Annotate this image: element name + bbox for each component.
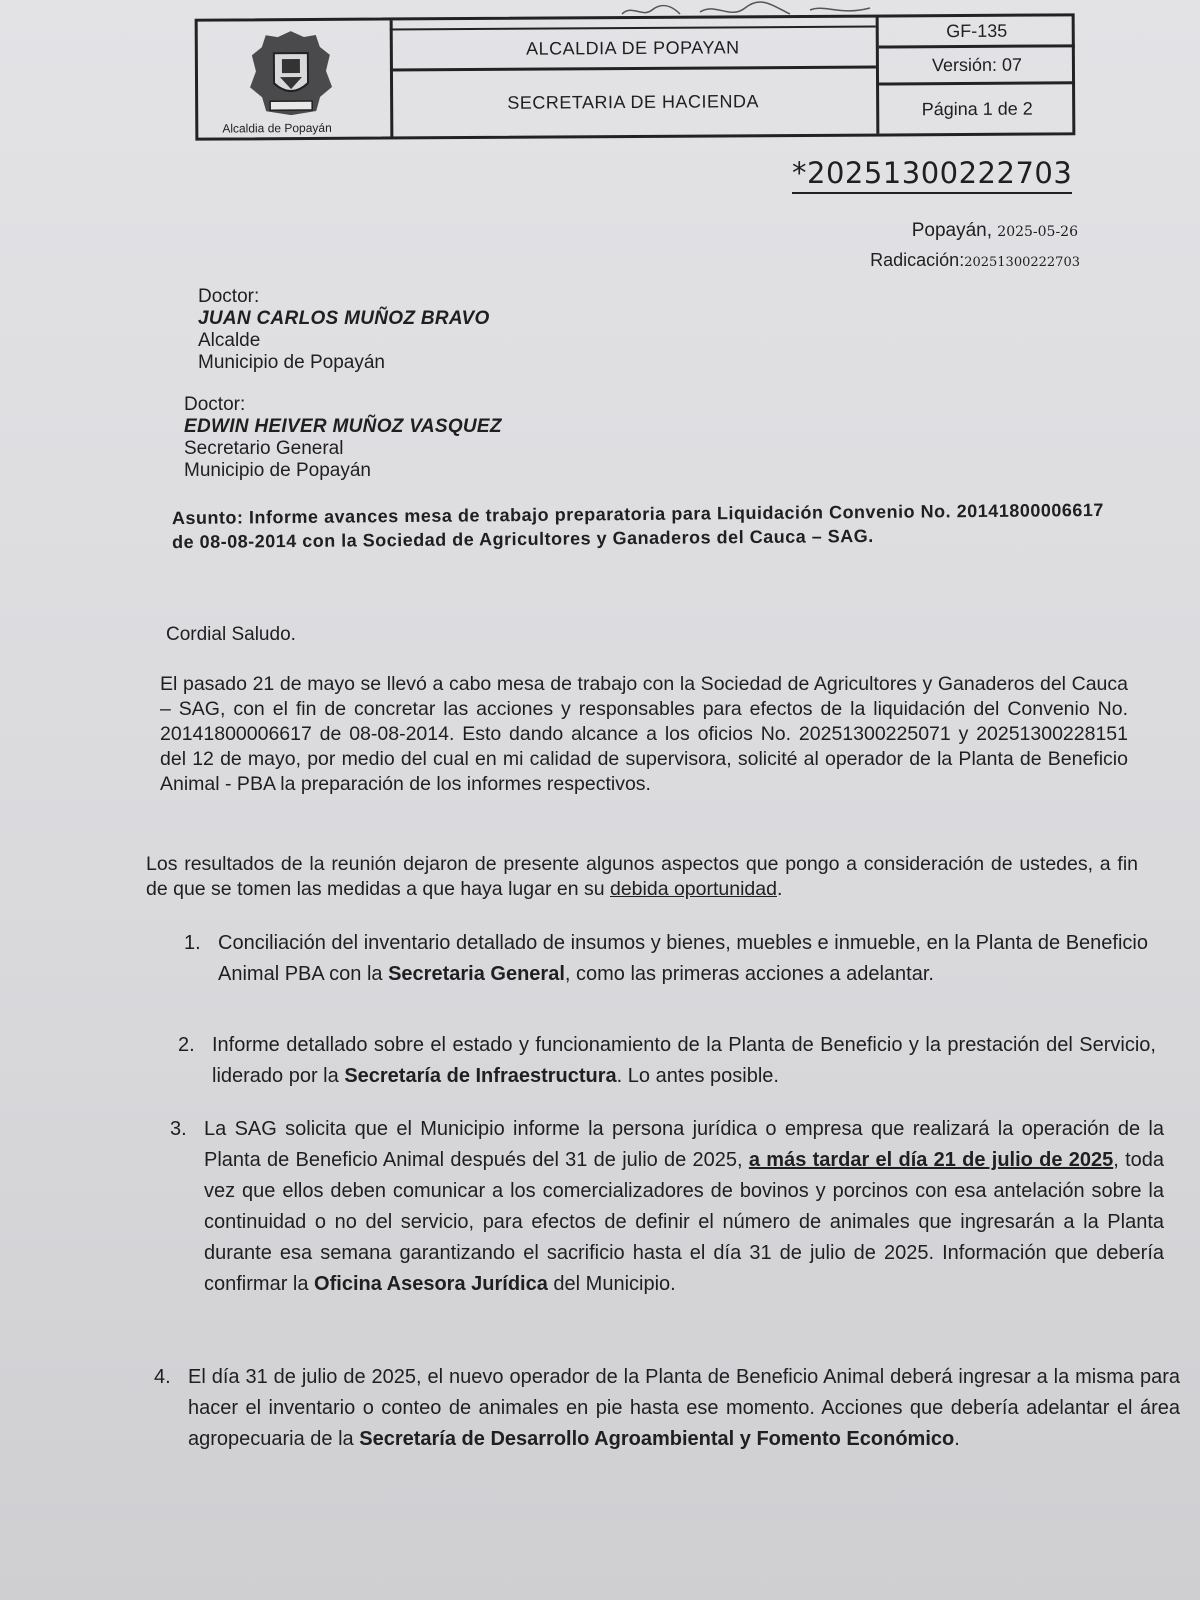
place: Popayán, xyxy=(911,220,992,241)
item-text: Conciliación del inventario detallado de insumos y bienes, muebles e inmueble, en la Planta de Beneficio Animal PBA con la xyxy=(218,932,1148,985)
item-text: La SAG solicita que el Municipio informe la persona jurídica o empresa que realizará la operación de la Planta de Beneficio Animal después del 31 de julio de 2025, xyxy=(204,1118,1164,1171)
recipient-title: Doctor: xyxy=(198,286,260,307)
item-text: , como las primeras acciones a adelantar. xyxy=(564,963,934,985)
list-number: 4. xyxy=(154,1366,171,1388)
document-code: GF-135 xyxy=(879,16,1075,48)
recipient-role: Secretario General xyxy=(184,438,344,459)
org-name: ALCALDIA DE POPAYAN xyxy=(390,26,876,72)
date: 2025-05-26 xyxy=(997,224,1078,240)
radicado-number: *20251300222703 xyxy=(792,156,1072,194)
document-control-cell xyxy=(876,16,1076,133)
recipient-entity: Municipio de Popayán xyxy=(198,352,385,373)
list-number: 2. xyxy=(178,1034,195,1056)
body-paragraph: El pasado 21 de mayo se llevó a cabo mesa de trabajo con la Sociedad de Agricultores y Ganaderos del Cauca – SAG, con el fin de concretar las acciones y responsables para efectos de la liquidación del Convenio No. 20141800006617 de 08-08-2014. Esto dando alcance a los oficios No. 20251300225071 y 20251300228151 del 12 de mayo, por medio del cual en mi calidad de supervisora, solicité al operador de la Planta de Beneficio Animal - PBA la preparación de los informes respectivos. xyxy=(160,673,1128,795)
place-date xyxy=(912,220,1078,242)
item-text: Informe detallado sobre el estado y funcionamiento de la Planta de Beneficio y la prestación del Servicio, liderado por la xyxy=(212,1034,1156,1087)
item-bold: Secretaría de Desarrollo Agroambiental y Fomento Económico xyxy=(359,1428,955,1450)
item-text: El día 31 de julio de 2025, el nuevo operador de la Planta de Beneficio Animal deberá ingresar a la misma para hacer el inventario o conteo de animales en pie hasta ese momento. Acciones que debería adelantar el área agropecuaria de la xyxy=(188,1366,1180,1450)
list-number: 3. xyxy=(170,1118,187,1140)
underlined-phrase: debida oportunidad xyxy=(609,878,777,900)
body-paragraph xyxy=(146,852,1138,902)
item-bold: Oficina Asesora Jurídica xyxy=(314,1273,548,1295)
item-text: del Municipio. xyxy=(553,1273,676,1295)
paragraph-text: Los resultados de la reunión dejaron de presente algunos aspectos que pongo a consideración de ustedes, a fin de que se tomen las medidas a que haya lugar en su xyxy=(146,853,1138,900)
document-version: Versión: 07 xyxy=(879,47,1075,85)
letterhead-table xyxy=(195,13,1076,140)
list-item xyxy=(178,1030,1156,1092)
item-bold: Secretaria General xyxy=(388,963,565,985)
recipient-name: EDWIN HEIVER MUÑOZ VASQUEZ xyxy=(184,416,502,437)
logo-caption: Alcaldia de Popayán xyxy=(222,120,332,136)
logo-cell xyxy=(198,20,394,137)
list-item xyxy=(154,1362,1180,1455)
list-item xyxy=(170,1114,1165,1300)
recipient-title: Doctor: xyxy=(184,394,246,415)
item-underlined: a más tardar el día 21 de julio de 2025 xyxy=(748,1149,1114,1171)
item-text: . xyxy=(954,1428,960,1450)
department-name: SECRETARIA DE HACIENDA xyxy=(507,91,760,113)
recipient-block xyxy=(198,286,490,374)
radicacion-label: Radicación: xyxy=(870,250,965,270)
greeting: Cordial Saludo. xyxy=(166,624,296,645)
list-number: 1. xyxy=(184,932,201,954)
item-bold: Secretaría de Infraestructura xyxy=(344,1065,617,1087)
page-indicator: Página 1 de 2 xyxy=(921,98,1033,120)
recipient-role: Alcalde xyxy=(198,330,261,351)
subject-line: Asunto: Informe avances mesa de trabajo preparatoria para Liquidación Convenio No. 20141800006617 de 08-08-2014 con la Sociedad de Agricultores y Ganaderos del Cauca – SAG. xyxy=(171,499,1104,553)
radicacion-value: 20251300222703 xyxy=(964,255,1080,270)
item-text: . Lo antes posible. xyxy=(616,1065,779,1087)
recipient-block xyxy=(184,394,502,482)
recipient-name: JUAN CARLOS MUÑOZ BRAVO xyxy=(198,308,490,329)
list-item xyxy=(184,928,1148,990)
radicacion xyxy=(870,250,1080,271)
recipient-entity: Municipio de Popayán xyxy=(184,460,371,481)
paragraph-end: . xyxy=(776,878,783,900)
item-text: , toda vez que ellos deben comunicar a los comercializadores de bovinos y porcinos con esa antelación sobre la continuidad o no del servicio, para efectos de definir el número de animales que ingresarán a la Planta durante esa semana garantizando el sacrificio hasta el día 31 de julio de 2025. Información que debería confirmar la xyxy=(204,1149,1165,1295)
coat-of-arms-icon xyxy=(246,27,337,120)
